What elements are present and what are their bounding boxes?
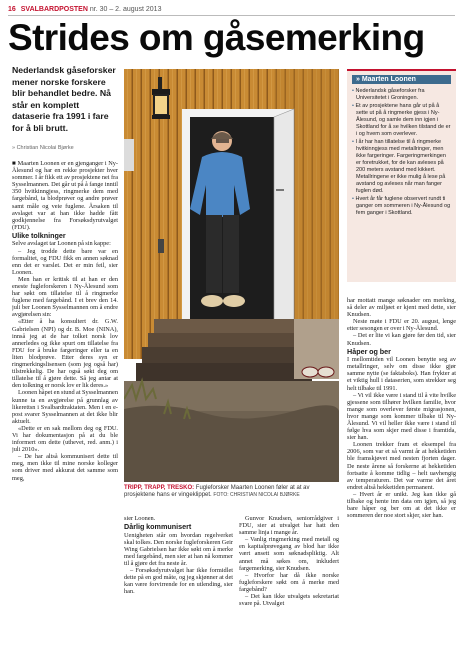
caption-lead: TRIPP, TRAPP, TRESKO: xyxy=(124,485,195,491)
paragraph: – Jeg trodde dette bare var en formalitet, og FDU fikk en annen søknad enn det er varslet. Det er min feil, sier Loonen. xyxy=(12,247,118,276)
publication-name: SVALBARDPOSTEN xyxy=(20,6,88,13)
paragraph: har mottatt mange søknader om merking, så deler av miljøet er kjent med dette, sier Knudsen. xyxy=(347,297,456,319)
paragraph: Neste møte i FDU er 20. august, lenge etter sesongen er over i Ny-Ålesund. xyxy=(347,318,456,333)
paragraph: – Vanlig ringmerking med metall og en kapitalprøvegang av blod har ikke vært ansett som søknadspliktig. Alt annet må søkes om, inkludert fargemerking, sier Knudsen. xyxy=(239,536,339,572)
article-intro: Nederlandsk gåseforsker mener norske forskere blir behandlet bedre. Nå står en komplett dataserie fra 1991 i fare for å bli brutt. xyxy=(12,65,116,133)
paragraph: Men han er kritisk til at han er den eneste fugleforskeren i Ny-Ålesund som har søkt om tillatelse til å ringmerke fuglene med fargebånd. I et brev den 14. juli ber Loonen Sysselmannen om å endre avgjørelsen sin: xyxy=(12,275,118,319)
factbox xyxy=(347,69,456,282)
paragraph: «Dette er en sak mellom deg og FDU. Vi har dokumentasjon på at du ble informert om dette (uthevet, red. anm.) i juli 2010». xyxy=(12,424,118,454)
paragraph: – Det er lite vi kan gjøre før den tid, sier Knudsen. xyxy=(347,332,456,347)
subheading-ulike-tolkninger: Ulike tolkninger xyxy=(12,230,66,240)
paragraph: sier Loonen. xyxy=(124,515,156,522)
paragraph: Selve avslaget tar Loonen på sin kappe: xyxy=(12,240,111,248)
paragraph: – Det kan ikke utvalgets sekretariat svare på. Utvalget xyxy=(239,593,339,608)
caption-text: Fugleforsker Maarten Loonen føler at at av prosjektene hans er vingeklippet. xyxy=(124,485,310,498)
paragraph: Gunvor Knudsen, seniorrådgiver i FDU, sier at utvalget har hatt den samme linja i mange år. xyxy=(239,515,339,537)
factbox-list xyxy=(347,88,456,217)
factbox-item: • Nederlandsk gåseforsker fra Universitetet i Groningen. xyxy=(352,88,451,102)
paragraph: Uenigheten står om hvordan regelverket skal tolkes. Den norske fugleforskeren Geir Wing Gabrielsen har ikke søkt om å merke med fargebånd, men sier at han nå kommer til å gjøre det fra neste år. xyxy=(124,531,233,567)
paragraph: I mellomtiden vil Loonen benytte seg av metallringer, selv om disse ikke gjør samme nytte (se faktaboks). Han frykter at et viktig hull i dataserien, som strekker seg helt tilbake til 1991. xyxy=(347,356,456,392)
paragraph: «Etter å ha konsultert dr. G.W. Gabrielsen (NPI) og dr. B. Moe (NINA), innså jeg at de har tolket norsk lov annerledes og ikke spurt om tillatelse fra FDU for å bruke fargeringer eller ta en liten blodprøve. Etter deres syn er ringmerkingslisensen (som jeg også har) tilstrekkelig. De har også søkt deg om tillatelse til å gjøre dette. Så jeg antar at den tolkning er norsk lov er lik deres.» xyxy=(12,318,118,390)
paragraph: ■ Maarten Loonen er en gjenganger i Ny-Ålesund og har en rekke prosjekter hver sommer. I år fikk ett av prosjektene nei fra Sysselmannen. Det går ut på å fange inntil 350 hvitkinngjess, ringmerke dem med fargebånd, ta blodprøver og andre prøver samt måle og veie fuglene. Årsaken til avslaget var at han ikke hadde fått godkjennelse fra Forsøksdyrutvalget (FDU). xyxy=(12,160,118,231)
article-photo xyxy=(124,69,339,482)
factbox-item: • I år har han tillatelse til å ringmerke hvitkinngjess med metallringer, men ikke fargeringer. Fargeringmerkingen er foretrukket, for de kan avleses på 200 meters avstand med kikkert. Metallringene er ikke mulig å lese på avstand og avleses når man fanger fuglen død. xyxy=(352,139,451,194)
paragraph: – De har altså kommunisert dette til meg, men ikke til mine norske kolleger som driver med akkurat det samme som meg, xyxy=(12,453,118,482)
paragraph: – Vi vil ikke være i stand til å vite hvilke gjessene som tilhører hvilken familie, hvor mange som overlever første migrasjonen, hvor mange som kommer tilbake til Ny-Ålesund. Vi vil heller ikke være i stand til følge hva som skjer med disse i framtida, sier han. xyxy=(347,391,456,442)
subheading-darlig-kommunisert: Dårlig kommunisert xyxy=(124,522,192,532)
factbox-title: » Maarten Loonen xyxy=(352,75,451,84)
article-column-2 xyxy=(124,515,233,663)
paragraph: – Hvorfor har då ikke norske fugleforskere søkt om å merke med fargebånd? xyxy=(239,571,339,593)
article-column-4 xyxy=(347,297,456,663)
subheading-haper-og-ber: Håper og ber xyxy=(347,346,391,356)
photo-fugleforsker-illustration xyxy=(124,69,339,482)
article-column-3 xyxy=(239,515,339,663)
issue-info: nr. 30 – 2. august 2013 xyxy=(89,6,162,13)
paragraph: Loonen trekker fram et eksempel fra 2006, som var et så varmt år at hekketiden ble framskjøvet med nesten fjorten dager. De neste årene så forskerne at hekketiden fortsatte å komme tidlig – helt uavhengig av temperaturen. Det var varme det året endret altså hekketiden permanent. xyxy=(347,441,456,491)
headline: Strides om gåsemerking xyxy=(8,17,425,58)
paragraph: – Forsøksdyrutvalget har ikke formidlet dette på en god måte, og jeg skjønner at det kan være forvirrende for en utlending, sier han. xyxy=(124,567,233,596)
page-number: 16 xyxy=(8,6,16,13)
page-header xyxy=(8,4,455,16)
paragraph: – Hvert år er unikt. Jeg kan ikke gå tilbake og hente inn data om igjen, så jeg bare håper og ber om at det ikke er sommeren der noe stort skjer, sier han. xyxy=(347,490,456,520)
photo-credit: FOTO: CHRISTIAN NICOLAI BJØRKE xyxy=(213,492,300,498)
photo-caption xyxy=(124,485,339,499)
article-column-1 xyxy=(12,160,118,662)
byline: » Christian Nicolai Bjørke xyxy=(12,145,74,151)
paragraph: Loonen håpet en stund at Sysselmannen kunne ta en avgjørelse på grunnlag av likerettsn i Svalbardtraktaten. Men i en e-post svarer Sysselmannen at det ikke blir aktuelt. xyxy=(12,389,118,425)
factbox-item: • Et av prosjektene hans går ut på å sette ut på å ringmerke gjess i Ny-Ålesund, og samle dem inn igjen i Skottland for å se hvilken tilstand de er i og hvem som overlever. xyxy=(352,103,451,138)
factbox-item: • Hvert år får fuglene observert rundt ti ganger om sommeren i Ny-Ålesund og fem ganger i Skottland. xyxy=(352,196,451,217)
